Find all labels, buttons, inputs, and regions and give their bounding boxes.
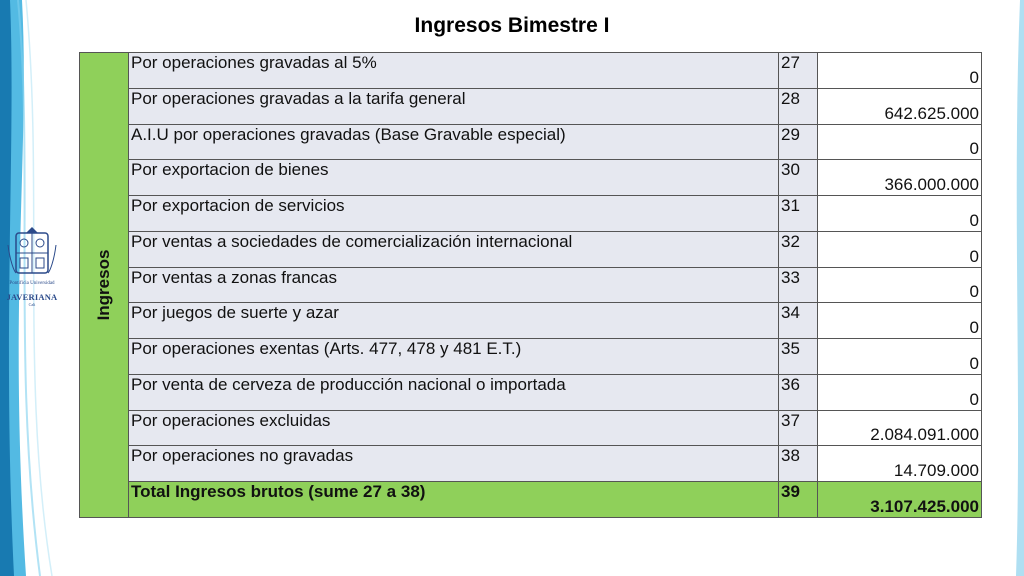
- row-description: Por operaciones excluidas: [129, 410, 779, 446]
- row-amount: 14.709.000: [818, 446, 982, 482]
- university-logo: [2, 225, 62, 320]
- table-row: [80, 53, 982, 89]
- side-header-cell: [80, 53, 129, 518]
- table-row: [80, 303, 982, 339]
- logo-line-2: JAVERIANA: [6, 292, 58, 302]
- logo-line-3: Cali: [28, 302, 36, 307]
- row-amount: 0: [818, 124, 982, 160]
- row-code: 32: [779, 231, 818, 267]
- row-code: 31: [779, 196, 818, 232]
- row-amount: 2.084.091.000: [818, 410, 982, 446]
- slide-title: Ingresos Bimestre I: [414, 14, 610, 37]
- row-amount: 0: [818, 231, 982, 267]
- side-header-label: Ingresos: [94, 249, 113, 321]
- row-code: 36: [779, 374, 818, 410]
- income-table: [79, 52, 982, 518]
- total-amount: 3.107.425.000: [818, 482, 982, 518]
- row-description: Por operaciones gravadas al 5%: [129, 53, 779, 89]
- row-description: Por juegos de suerte y azar: [129, 303, 779, 339]
- row-description: A.I.U por operaciones gravadas (Base Gravable especial): [129, 124, 779, 160]
- row-description: Por ventas a zonas francas: [129, 267, 779, 303]
- row-description: Por operaciones no gravadas: [129, 446, 779, 482]
- row-amount: 0: [818, 196, 982, 232]
- coat-of-arms-icon: [2, 225, 62, 281]
- row-code: 28: [779, 88, 818, 124]
- logo-line-1: Pontificia Universidad: [9, 281, 55, 286]
- row-description: Por operaciones exentas (Arts. 477, 478 y 481 E.T.): [129, 339, 779, 375]
- table-row: [80, 196, 982, 232]
- row-amount: 366.000.000: [818, 160, 982, 196]
- row-code: 38: [779, 446, 818, 482]
- row-code: 30: [779, 160, 818, 196]
- total-code: 39: [779, 482, 818, 518]
- row-amount: 0: [818, 339, 982, 375]
- table-row: [80, 339, 982, 375]
- total-row: [80, 482, 982, 518]
- table-row: [80, 231, 982, 267]
- row-amount: 0: [818, 374, 982, 410]
- row-code: 35: [779, 339, 818, 375]
- row-code: 33: [779, 267, 818, 303]
- row-code: 37: [779, 410, 818, 446]
- row-code: 29: [779, 124, 818, 160]
- row-description: Por ventas a sociedades de comercialización internacional: [129, 231, 779, 267]
- row-amount: 0: [818, 53, 982, 89]
- total-description: Total Ingresos brutos (sume 27 a 38): [129, 482, 779, 518]
- table-row: [80, 374, 982, 410]
- row-description: Por venta de cerveza de producción nacional o importada: [129, 374, 779, 410]
- table-row: [80, 267, 982, 303]
- row-code: 27: [779, 53, 818, 89]
- table-row: [80, 410, 982, 446]
- row-code: 34: [779, 303, 818, 339]
- row-amount: 642.625.000: [818, 88, 982, 124]
- row-amount: 0: [818, 267, 982, 303]
- table-row: [80, 88, 982, 124]
- row-amount: 0: [818, 303, 982, 339]
- row-description: Por exportacion de bienes: [129, 160, 779, 196]
- table-row: [80, 124, 982, 160]
- table-row: [80, 446, 982, 482]
- row-description: Por exportacion de servicios: [129, 196, 779, 232]
- table-row: [80, 160, 982, 196]
- right-decorative-edge: [984, 0, 1024, 576]
- row-description: Por operaciones gravadas a la tarifa general: [129, 88, 779, 124]
